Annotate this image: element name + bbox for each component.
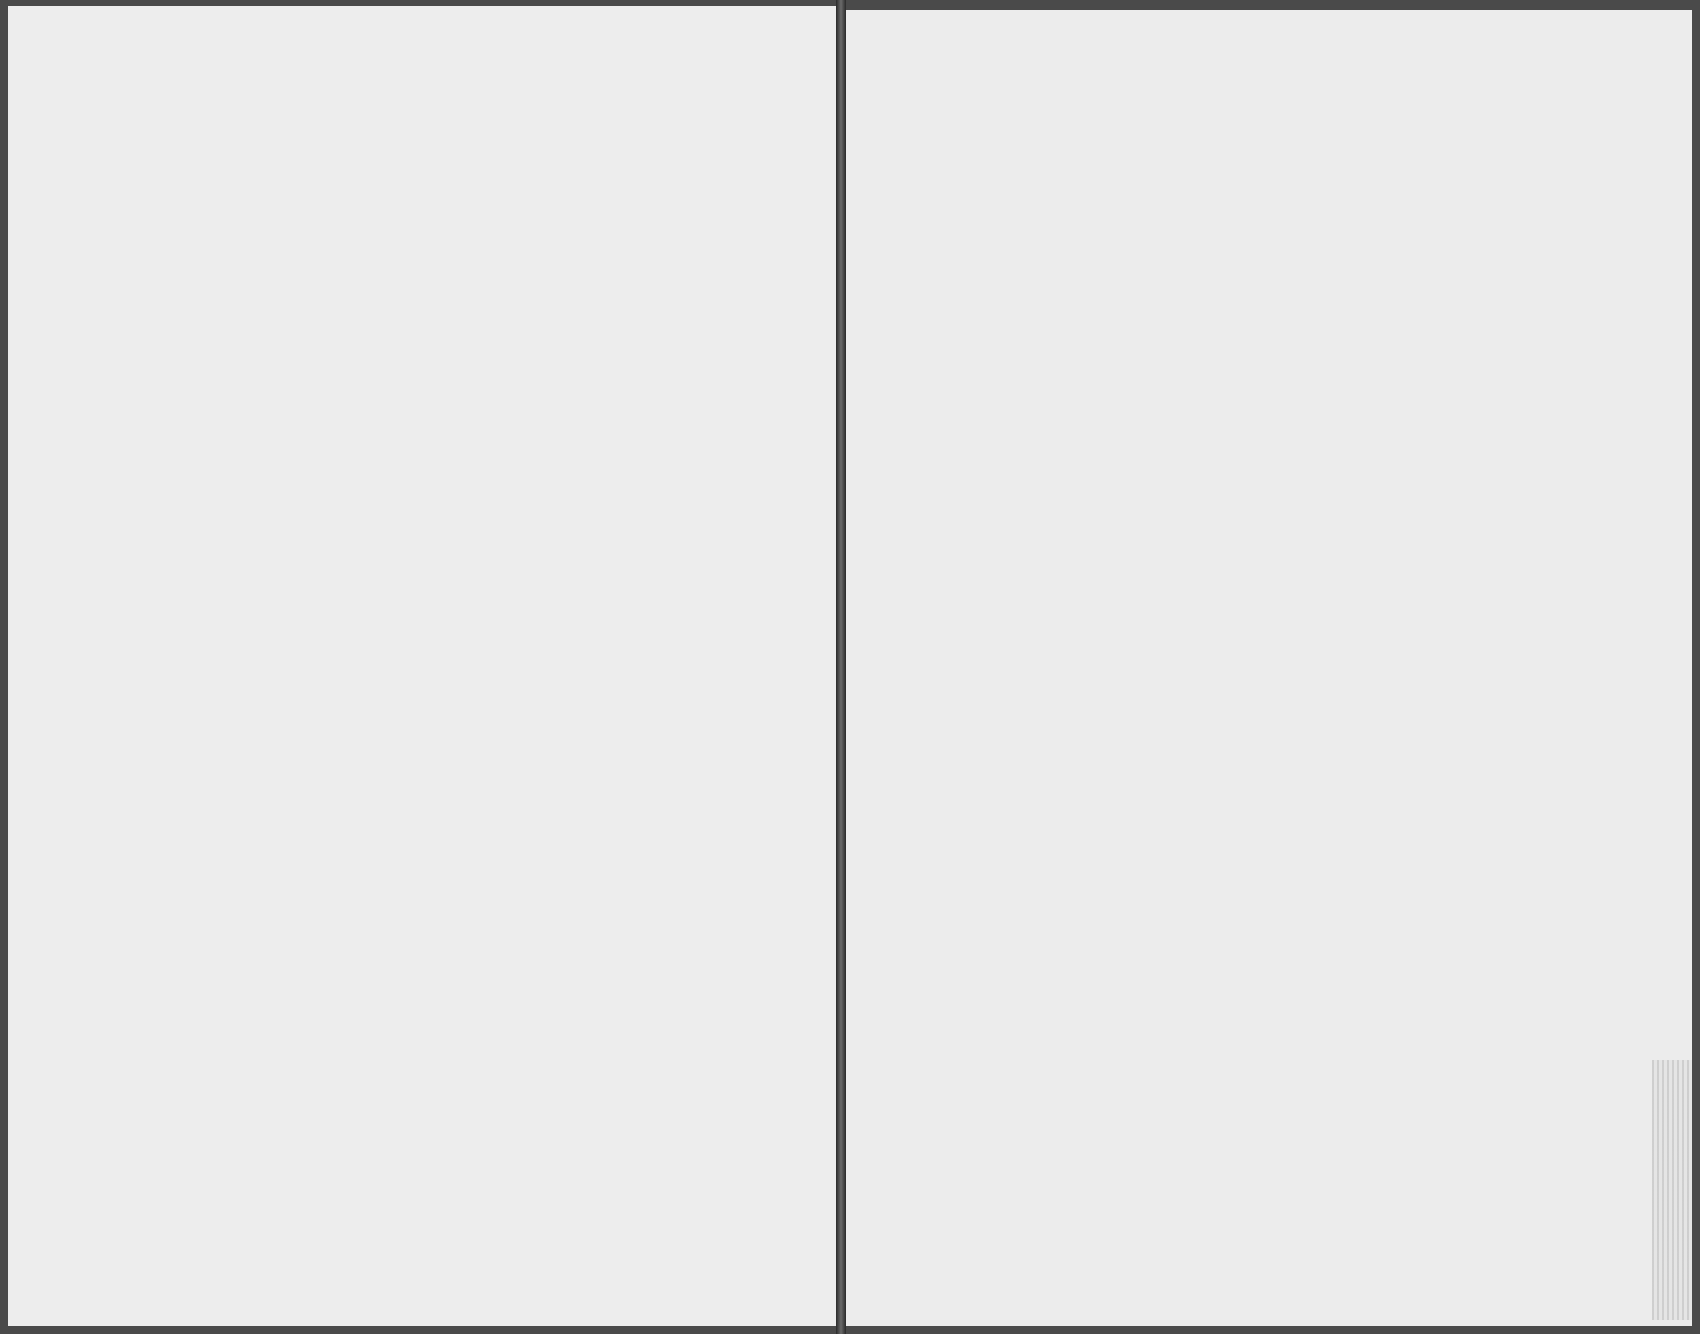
left-page	[8, 6, 836, 1326]
right-page	[846, 10, 1692, 1326]
book-gutter	[836, 0, 846, 1334]
page-edge-stain	[1652, 1060, 1692, 1320]
